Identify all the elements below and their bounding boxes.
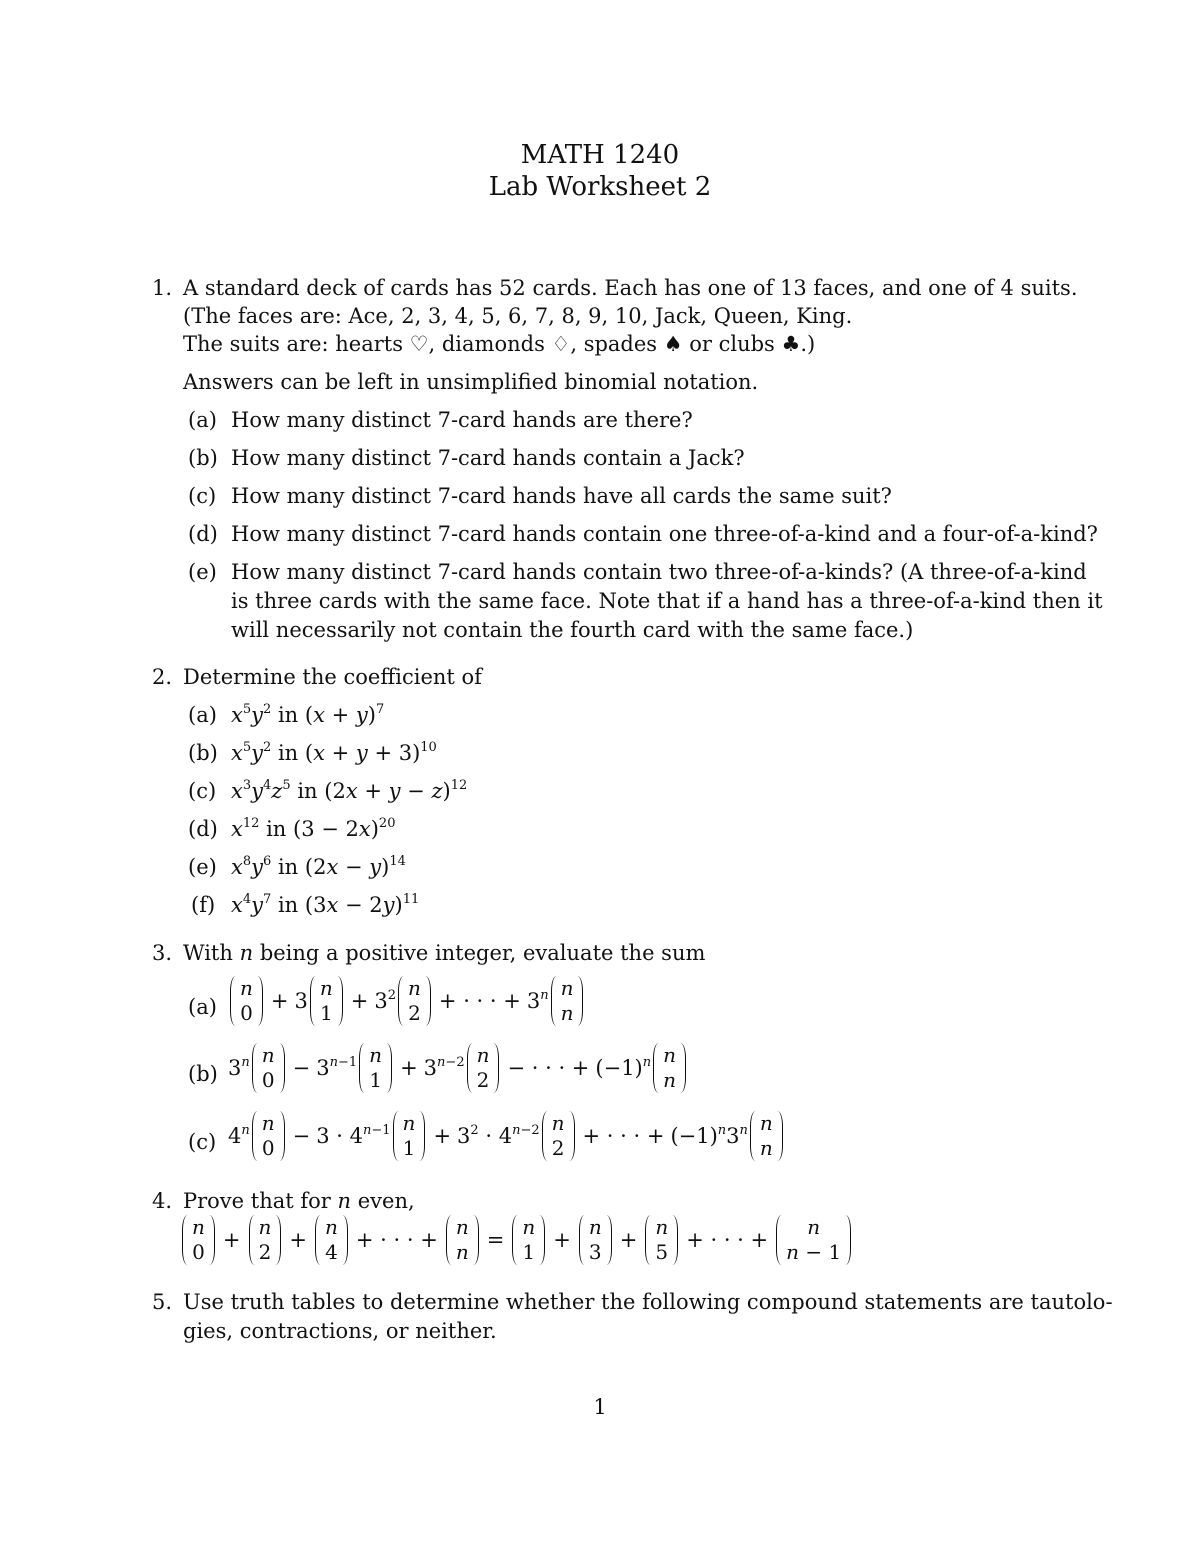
- question-1-line-3: The suits are: hearts ♡, diamonds ♢, spades ♠ or clubs ♣.): [183, 332, 816, 356]
- question-3-part-a: n 0 + 3 n 1 + $3^2$ n 2 + · · · + 3$^n$ n n: [228, 976, 585, 1026]
- question-2-part-a: $x^5y^2$ in $(x + y)^7$: [231, 702, 385, 727]
- question-2-part-f-label: (f): [191, 893, 216, 917]
- question-1-part-e-cont-1: is three cards with the same face. Note that if a hand has a three-of-a-kind then it: [231, 589, 1103, 613]
- page-number: 1: [593, 1395, 607, 1419]
- question-3-number: 3.: [152, 941, 173, 965]
- question-1-part-b: How many distinct 7-card hands contain a Jack?: [231, 446, 745, 470]
- question-3-part-b-label: (b): [188, 1062, 218, 1086]
- question-2-part-b: $x^5y^2$ in $(x + y + 3)^{10}$: [231, 740, 437, 765]
- question-3-part-c: 4$^n$ n 0 − $3 \cdot 4^{n-1}$ n 1 + $3^2 \cdot 4^{n-2}$ n 2 + · · · + $(-1)^n3^n$ n n: [228, 1111, 785, 1161]
- question-1-part-d: How many distinct 7-card hands contain one three-of-a-kind and a four-of-a-kind?: [231, 522, 1098, 546]
- question-3-part-b: 3$^n$ n 0 − $3^{n-1}$ n 1 + $3^{n-2}$ n 2 − · · · + $(-1)^n$ n n: [228, 1043, 688, 1093]
- question-1-line-1: A standard deck of cards has 52 cards. Each has one of 13 faces, and one of 4 suits.: [183, 276, 1078, 300]
- question-2-part-d: $x^{12}$ in $(3 - 2x)^{20}$: [231, 816, 396, 841]
- question-2-part-f: $x^4y^7$ in $(3x - 2y)^{11}$: [231, 892, 420, 917]
- question-1-number: 1.: [152, 276, 173, 300]
- question-1-note: Answers can be left in unsimplified binomial notation.: [183, 370, 759, 394]
- question-2-part-c-label: (c): [188, 779, 217, 803]
- question-3-part-c-label: (c): [188, 1130, 217, 1154]
- question-2-intro: Determine the coefficient of: [183, 665, 482, 689]
- question-5-line-2: gies, contractions, or neither.: [183, 1319, 497, 1343]
- question-2-part-e-label: (e): [188, 855, 217, 879]
- page-title: MATH 1240: [520, 140, 680, 170]
- question-2-part-d-label: (d): [188, 817, 218, 841]
- question-1-part-d-label: (d): [188, 522, 218, 546]
- question-5-line-1: Use truth tables to determine whether the following compound statements are tautolo-: [183, 1290, 1113, 1314]
- question-4-identity: n 0 + n 2 + n 4 + · · · + n n = n 1 + n 3 + n 5 + · · · + n n − 1: [180, 1215, 853, 1265]
- question-4-number: 4.: [152, 1189, 173, 1213]
- page-subtitle: Lab Worksheet 2: [488, 172, 712, 202]
- question-1-part-e: How many distinct 7-card hands contain two three-of-a-kinds? (A three-of-a-kind: [231, 560, 1087, 584]
- question-1-line-2: (The faces are: Ace, 2, 3, 4, 5, 6, 7, 8, 9, 10, Jack, Queen, King.: [183, 304, 853, 328]
- question-5-number: 5.: [152, 1290, 173, 1314]
- question-2-part-e: $x^8y^6$ in $(2x - y)^{14}$: [231, 854, 406, 879]
- question-1-part-a: How many distinct 7-card hands are there?: [231, 408, 693, 432]
- question-1-part-c: How many distinct 7-card hands have all cards the same suit?: [231, 484, 892, 508]
- question-1-part-c-label: (c): [188, 484, 217, 508]
- question-1-part-b-label: (b): [188, 446, 218, 470]
- question-3-intro: With n being a positive integer, evaluate the sum: [183, 941, 706, 965]
- question-2-number: 2.: [152, 665, 173, 689]
- question-3-part-a-label: (a): [188, 995, 217, 1019]
- question-2-part-c: $x^3y^4z^5$ in $(2x + y - z)^{12}$: [231, 778, 468, 803]
- question-2-part-a-label: (a): [188, 703, 217, 727]
- question-1-part-e-cont-2: will necessarily not contain the fourth card with the same face.): [231, 618, 914, 642]
- question-2-part-b-label: (b): [188, 741, 218, 765]
- question-1-part-e-label: (e): [188, 560, 217, 584]
- question-1-part-a-label: (a): [188, 408, 217, 432]
- question-4-intro: Prove that for n even,: [183, 1189, 415, 1213]
